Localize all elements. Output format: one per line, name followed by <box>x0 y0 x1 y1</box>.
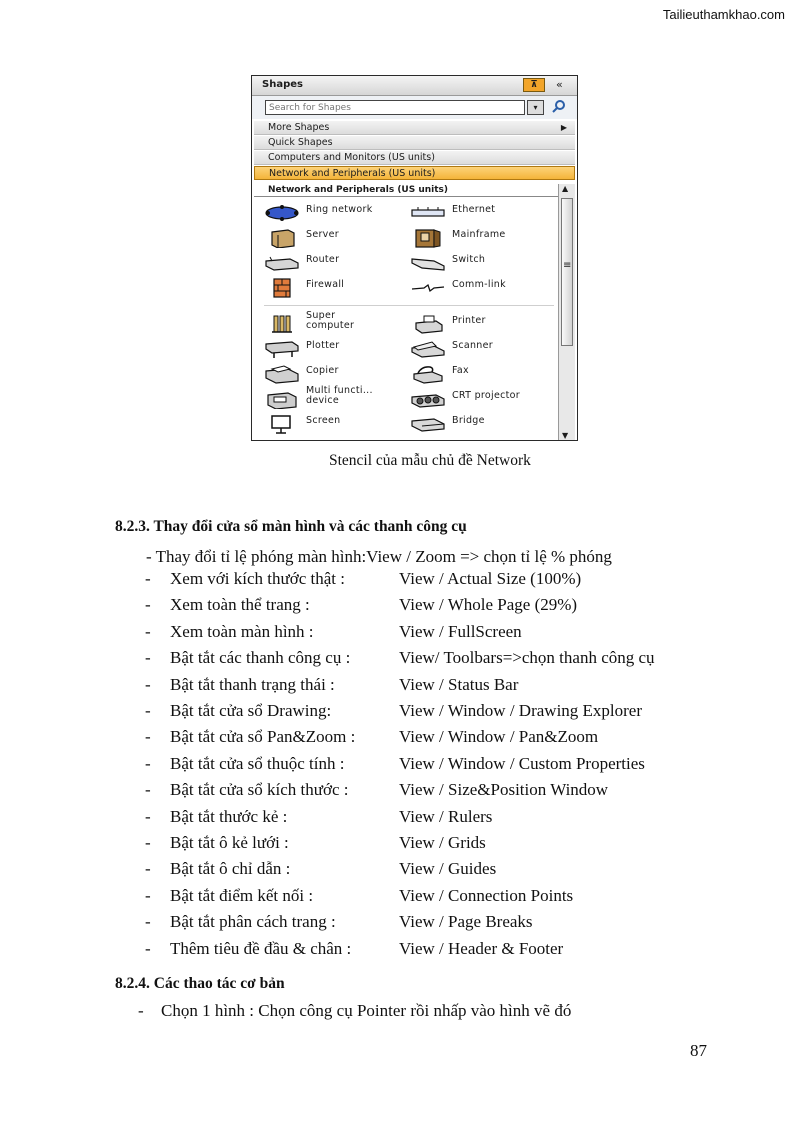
command-description: Bật tắt ô kẻ lưới : <box>170 833 289 852</box>
command-description: Bật tắt thanh trạng thái : <box>170 674 335 694</box>
list-dash: - <box>145 885 151 905</box>
stencil-scrollbar[interactable] <box>558 184 575 440</box>
menu-path: View / Grids <box>399 833 486 852</box>
bridge-icon <box>410 414 446 434</box>
shape-label: Screen <box>306 415 341 426</box>
scroll-down-icon[interactable]: ▼ <box>562 431 569 440</box>
shape-mainframe[interactable] <box>410 226 560 250</box>
command-description: Bật tắt các thanh công cụ : <box>170 648 351 668</box>
menu-path: View / Window / Custom Properties <box>399 753 645 773</box>
mainframe-icon <box>410 228 446 248</box>
shape-label: Bridge <box>452 415 485 426</box>
shape-label <box>306 311 354 331</box>
fax-icon <box>410 364 446 384</box>
shape-crt-projector[interactable] <box>410 387 560 411</box>
shape-fax[interactable] <box>410 362 560 386</box>
firewall-icon <box>264 278 300 298</box>
list-dash: - <box>145 621 151 641</box>
menu-path: View / Whole Page (29%) <box>399 595 578 615</box>
section-heading-8-2-4: 8.2.4. Các thao tác cơ bản <box>115 975 285 992</box>
command-description: Xem toàn thể trang : <box>170 595 310 615</box>
list-dash: - <box>145 859 151 879</box>
list-text: Chọn 1 hình : Chọn công cụ Pointer rồi nhấp vào hình vẽ đó <box>161 1001 572 1020</box>
menu-path: View / Connection Points <box>399 885 574 905</box>
command-description: Bật tắt phân cách trang : <box>170 912 336 932</box>
command-description: Bật tắt cửa sổ kích thước : <box>170 780 349 800</box>
list-dash: - <box>145 648 151 668</box>
router-icon <box>264 253 300 273</box>
list-dash: - <box>145 595 151 615</box>
list-dash: - <box>145 753 151 773</box>
shape-label: Fax <box>452 365 469 376</box>
menu-path: View/ Toolbars=>chọn thanh công cụ <box>399 648 655 668</box>
category-label: Quick Shapes <box>268 137 333 148</box>
shape-multi-function-device[interactable] <box>264 387 414 411</box>
shape-bridge[interactable] <box>410 412 560 436</box>
shape-comm-link[interactable] <box>410 276 560 300</box>
shape-label-line2: device <box>306 395 340 406</box>
copier-icon <box>264 364 300 384</box>
command-description: Xem với kích thước thật : <box>170 569 345 588</box>
menu-path: View / Rulers <box>399 806 493 826</box>
watermark: Tailieuthamkhao.com <box>662 7 785 22</box>
multi-function-device-icon <box>264 389 300 409</box>
shape-printer[interactable] <box>410 312 560 336</box>
shape-label: Firewall <box>306 279 345 290</box>
category-label: More Shapes <box>268 122 330 133</box>
scroll-up-icon[interactable]: ▲ <box>562 184 569 193</box>
shape-switch[interactable] <box>410 251 560 275</box>
menu-path: View / Window / Drawing Explorer <box>399 701 643 720</box>
menu-path: View / FullScreen <box>399 621 522 641</box>
crt-projector-icon <box>410 389 446 409</box>
command-description: Bật tắt thước kẻ : <box>170 806 288 826</box>
list-dash: - <box>138 1001 144 1020</box>
shape-label: Copier <box>306 365 339 376</box>
menu-path: View / Window / Pan&Zoom <box>399 727 599 747</box>
ring-network-icon <box>264 203 300 223</box>
shape-plotter[interactable] <box>264 337 414 361</box>
list-dash: - <box>145 912 151 932</box>
menu-path: View / Size&Position Window <box>399 780 609 800</box>
shape-label: Mainframe <box>452 229 506 240</box>
shape-scanner[interactable] <box>410 337 560 361</box>
shape-super-computer[interactable] <box>264 312 414 336</box>
shape-label: Router <box>306 254 340 265</box>
list-dash: - <box>145 674 151 694</box>
comm-link-icon <box>410 278 446 298</box>
shape-label-line1: Multi functi... <box>306 385 373 396</box>
shape-screen[interactable] <box>264 412 414 436</box>
panel-title: Shapes <box>262 79 303 90</box>
shape-label: Scanner <box>452 340 493 351</box>
category-quick-shapes[interactable] <box>254 136 575 150</box>
group-divider <box>264 305 554 306</box>
menu-path: View / Page Breaks <box>399 912 533 932</box>
screen-icon <box>264 414 300 434</box>
category-network-peripherals[interactable] <box>254 166 575 180</box>
list-dash: - <box>145 833 151 852</box>
list-dash: - <box>145 569 151 588</box>
collapse-button[interactable]: « <box>556 78 563 91</box>
zoom-intro: - Thay đổi tỉ lệ phóng màn hình:View / Zoom => chọn tỉ lệ % phóng <box>146 547 612 566</box>
scroll-thumb[interactable] <box>561 198 573 346</box>
shape-label: Ethernet <box>452 204 496 215</box>
printer-icon <box>410 314 446 334</box>
shape-label <box>306 386 373 406</box>
plotter-icon <box>264 339 300 359</box>
shape-server[interactable] <box>264 226 414 250</box>
shape-label: Comm-link <box>452 279 506 290</box>
shapes-panel <box>251 75 578 441</box>
menu-path: View / Actual Size (100%) <box>399 569 582 588</box>
search-icon[interactable] <box>552 99 566 116</box>
panel-header <box>252 76 577 96</box>
shape-label-line1: Super <box>306 310 336 321</box>
category-label: Network and Peripherals (US units) <box>269 168 436 179</box>
server-icon <box>264 228 300 248</box>
command-description: Bật tắt cửa sổ Pan&Zoom : <box>170 727 356 747</box>
switch-icon <box>410 253 446 273</box>
shape-copier[interactable] <box>264 362 414 386</box>
shape-label: Server <box>306 229 339 240</box>
category-label: Computers and Monitors (US units) <box>268 152 435 163</box>
ethernet-icon <box>410 203 446 223</box>
menu-path: View / Guides <box>399 859 497 879</box>
shape-label-line2: computer <box>306 320 355 331</box>
chevron-right-icon: ▶ <box>560 123 567 132</box>
page-number: 87 <box>690 1041 707 1060</box>
figure-caption: Stencil của mẫu chủ đề Network <box>329 452 531 469</box>
command-description: Bật tắt cửa sổ thuộc tính : <box>170 753 345 773</box>
menu-path: View / Header & Footer <box>399 938 564 958</box>
shape-firewall[interactable] <box>264 276 414 300</box>
stencil-header: Network and Peripherals (US units) <box>254 184 572 197</box>
command-description: Bật tắt điểm kết nối : <box>170 885 314 905</box>
pin-button[interactable]: ⊼ <box>523 78 545 92</box>
menu-path: View / Status Bar <box>399 674 519 694</box>
list-dash: - <box>145 806 151 826</box>
category-more-shapes[interactable] <box>254 121 575 135</box>
shape-label: Plotter <box>306 340 340 351</box>
category-computers-monitors[interactable] <box>254 151 575 165</box>
command-description: Bật tắt cửa sổ Drawing: <box>170 701 332 720</box>
list-dash: - <box>145 727 151 747</box>
list-dash: - <box>145 780 151 800</box>
scroll-grip-icon: ≡ <box>563 260 572 271</box>
shape-label: Printer <box>452 315 486 326</box>
shape-ring-network[interactable] <box>264 201 414 225</box>
command-description: Xem toàn màn hình : <box>170 621 314 641</box>
command-description: Bật tắt ô chỉ dẫn : <box>170 859 291 879</box>
scanner-icon <box>410 339 446 359</box>
list-dash: - <box>145 938 151 958</box>
shape-ethernet[interactable] <box>410 201 560 225</box>
shape-label: Switch <box>452 254 486 265</box>
search-row <box>252 96 577 119</box>
search-dropdown-button[interactable]: ▾ <box>527 100 544 115</box>
section-heading-8-2-3: 8.2.3. Thay đổi cửa sổ màn hình và các thanh công cụ <box>115 518 467 535</box>
search-input[interactable] <box>265 100 525 115</box>
shape-label: Ring network <box>306 204 373 215</box>
list-dash: - <box>145 701 151 720</box>
command-description: Thêm tiêu đề đầu & chân : <box>170 938 352 958</box>
shape-router[interactable] <box>264 251 414 275</box>
shape-label: CRT projector <box>452 390 520 401</box>
super-computer-icon <box>264 314 300 334</box>
